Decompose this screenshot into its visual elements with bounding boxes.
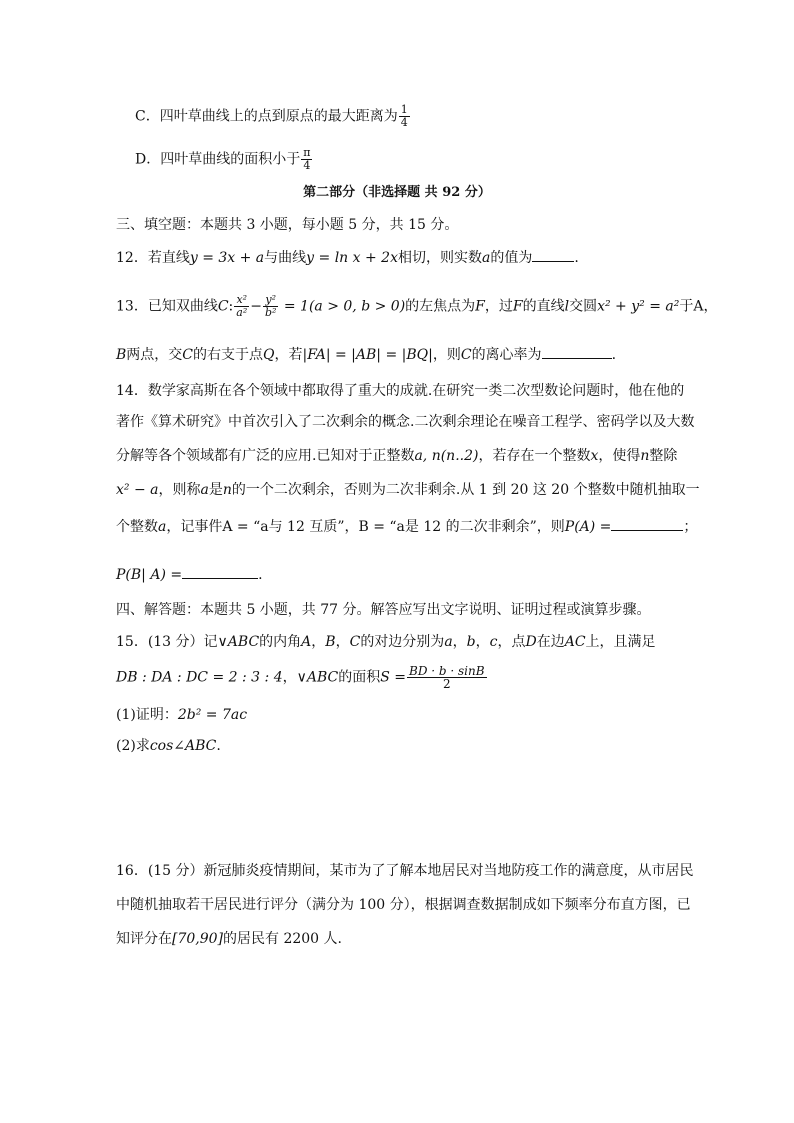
q13-text: 两点，交 — [126, 347, 183, 363]
q13-var-f: F — [475, 298, 485, 315]
q12-variable: a — [481, 250, 491, 266]
q12-text: 相切，则实数 — [397, 250, 482, 266]
q15-triangle: ∨ABC — [217, 634, 260, 650]
q14-text: 整除 — [649, 448, 678, 464]
q13-text: 的离心率为 — [471, 347, 542, 363]
q14-var-n: n — [640, 448, 650, 464]
fraction-numerator: y² — [263, 294, 278, 307]
fraction-numerator: x² — [234, 294, 249, 307]
q14-text: ， — [344, 519, 359, 535]
q14-text: ，若存在一个整数 — [478, 448, 591, 464]
question-14-line3 — [116, 446, 677, 466]
q16-interval: [70,90] — [172, 931, 224, 947]
q15-end: . — [216, 738, 221, 754]
q13-text: ，若 — [274, 347, 303, 363]
q15-var: D — [525, 634, 537, 650]
q13-end: . — [611, 347, 617, 363]
q12-text: 12．若直线 — [116, 250, 190, 266]
q15-text: ， — [475, 634, 490, 650]
q14-math: a, n(n..2) — [414, 448, 479, 464]
part2-title: 第二部分（非选择题 共 92 分） — [303, 185, 491, 200]
q13-text: 交圆 — [569, 298, 598, 315]
q12-equation-curve: y = ln x + 2x — [306, 250, 398, 266]
fraction-denominator: 2 — [442, 677, 451, 691]
q15-text: 上，且满足 — [585, 634, 656, 650]
q15-text: ， — [335, 634, 350, 650]
q14-text: ，则 — [536, 519, 565, 535]
q13-condition: = 1(a > 0, b > 0) — [279, 298, 406, 315]
fraction — [407, 665, 487, 690]
question-15-line2 — [116, 665, 488, 690]
fraction — [263, 294, 278, 319]
q14-var-a: a — [158, 519, 167, 535]
fraction-denominator: 4 — [303, 159, 311, 172]
q13-var-f: F — [512, 298, 523, 315]
section4-heading: 四、解答题：本题共 5 小题，共 77 分。解答应写出文字说明、证明过程或演算步骤。 — [116, 602, 651, 618]
q15-ratio: DB : DA : DC = 2 : 3 : 4 — [116, 669, 283, 686]
q15-text: (1)证明： — [116, 707, 178, 723]
question-13-line1: 13．已知双曲线C: $\frac{\text{x²}}{\text{a²}}$ − $\frac{\text{y²}}{\text{b²}}$ = 1(a > 0, b > 0)的左焦点为F，过F的直线l交圆x² + y² = a²于A， — [116, 293, 718, 319]
q13-var-c: C — [217, 298, 229, 315]
fraction — [399, 104, 410, 129]
q15-var: C — [349, 634, 361, 650]
q13-var-b: B — [116, 347, 127, 363]
q15-text: 的对边分别为 — [360, 634, 445, 650]
q15-text: ， — [282, 669, 297, 686]
q15-expression: cos∠ABC — [149, 738, 217, 754]
option-c-text: C．四叶草曲线上的点到原点的最大距离为 — [135, 108, 398, 125]
q14-text: 分解等各个领域都有广泛的应用.已知对于正整数 — [116, 448, 415, 464]
question-14-line4 — [116, 480, 700, 500]
q14-text: ，使得 — [598, 448, 641, 464]
q15-var: b — [466, 634, 476, 650]
q15-text: 的面积 — [338, 669, 381, 686]
fraction-numerator: π — [303, 146, 311, 159]
q13-text: 于A， — [679, 298, 718, 315]
q15-area: S = — [380, 669, 407, 686]
fraction-denominator: b² — [264, 306, 277, 319]
q15-text: 的内角 — [259, 634, 302, 650]
fraction-denominator: 4 — [400, 116, 408, 129]
q15-text: ，点 — [497, 634, 526, 650]
option-d-text: D．四叶草曲线的面积小于 — [135, 151, 301, 168]
answer-blank — [611, 516, 683, 531]
q15-text: ， — [311, 634, 326, 650]
question-16-line2: 中随机抽取若干居民进行评分（满分为 100 分），根据调查数据制成如下频率分布直方图，已 — [116, 897, 691, 913]
q13-text: ，则 — [432, 347, 461, 363]
q14-event-b: B = “a是 12 的二次非剩余” — [358, 519, 537, 535]
question-15-part1 — [116, 705, 247, 725]
q15-text: 在边 — [536, 634, 565, 650]
q15-text: (2)求 — [116, 738, 150, 754]
question-15-part2 — [116, 736, 221, 756]
q13-text: 的左焦点为 — [405, 298, 476, 315]
q15-triangle: ∨ABC — [296, 669, 339, 686]
q14-text: ； — [683, 519, 698, 535]
q14-math: x² − a — [116, 482, 159, 498]
q12-equation-line: y = 3x + a — [189, 250, 265, 266]
q12-text: 与曲线 — [264, 250, 307, 266]
q13-var-c: C — [182, 347, 194, 363]
q13-var-l: l — [564, 298, 570, 315]
section3-heading: 三、填空题：本题共 3 小题，每小题 5 分，共 15 分。 — [116, 217, 459, 233]
q15-text: 15．(13 分）记 — [116, 634, 218, 650]
q14-var-n: n — [222, 482, 232, 498]
question-12 — [116, 247, 579, 268]
q13-text: ，过 — [484, 298, 513, 315]
fraction-denominator: a² — [236, 306, 248, 319]
q15-text: ， — [452, 634, 467, 650]
q16-text: 的居民有 2200 人. — [223, 931, 342, 947]
question-14-line1: 14．数学家高斯在各个领域中都取得了重大的成就.在研究一类二次型数论问题时，他在他的 — [116, 383, 685, 399]
q15-var: c — [489, 634, 498, 650]
q13-abs-equation: |FA| = |AB| = |BQ| — [302, 347, 433, 363]
q15-var: B — [325, 634, 336, 650]
q15-var: a — [444, 634, 453, 650]
q12-end: . — [574, 250, 579, 266]
fraction — [301, 147, 312, 172]
question-14-line5 — [116, 516, 697, 537]
answer-blank — [542, 344, 612, 359]
q14-event-a: A = “a与 12 互质” — [222, 519, 345, 535]
q12-text: 的值为 — [490, 250, 533, 266]
answer-blank — [182, 564, 258, 579]
question-14-line6 — [116, 564, 263, 585]
question-16-line1: 16．(15 分）新冠肺炎疫情期间，某市为了了解本地居民对当地防疫工作的满意度，从市居民 — [116, 863, 694, 879]
question-15-line1 — [116, 632, 656, 652]
q14-prob-b-given-a: P(B| A) = — [116, 567, 183, 583]
q14-text: 个整数 — [116, 519, 158, 535]
q16-text: 知评分在 — [116, 931, 172, 947]
q13-text: 的直线 — [522, 298, 565, 315]
question-13-line2 — [116, 344, 616, 365]
q13-var-q: Q — [263, 347, 275, 363]
fraction — [234, 294, 249, 319]
q14-end: . — [258, 567, 263, 583]
q13-text: 13．已知双曲线 — [116, 298, 218, 315]
q14-var-a: a — [200, 482, 209, 498]
q14-text: 是 — [208, 482, 223, 498]
q14-text: ，则称 — [158, 482, 201, 498]
q14-text: ，记事件 — [166, 519, 223, 535]
q14-text: 的一个二次剩余，否则为二次非剩余.从 1 到 20 这 20 个整数中随机抽取一 — [231, 482, 700, 498]
q13-var-c: C — [460, 347, 472, 363]
q14-prob-a: P(A) = — [564, 519, 612, 535]
q15-var: AC — [564, 634, 586, 650]
answer-blank — [532, 247, 574, 262]
option-d — [135, 147, 313, 172]
question-14-line2: 著作《算术研究》中首次引入了二次剩余的概念.二次剩余理论在噪音工程学、密码学以及大数 — [116, 414, 695, 430]
q13-circle-equation: x² + y² = a² — [597, 298, 680, 315]
fraction-numerator: BD · b · sinB — [409, 664, 485, 678]
fraction-numerator: 1 — [400, 103, 408, 116]
q14-var-x: x — [590, 448, 599, 464]
q13-text: 的右支于点 — [193, 347, 264, 363]
option-c — [135, 104, 411, 129]
q15-var: A — [301, 634, 312, 650]
question-16-line3 — [116, 929, 342, 949]
q15-equation: 2b² = 7ac — [177, 707, 248, 723]
